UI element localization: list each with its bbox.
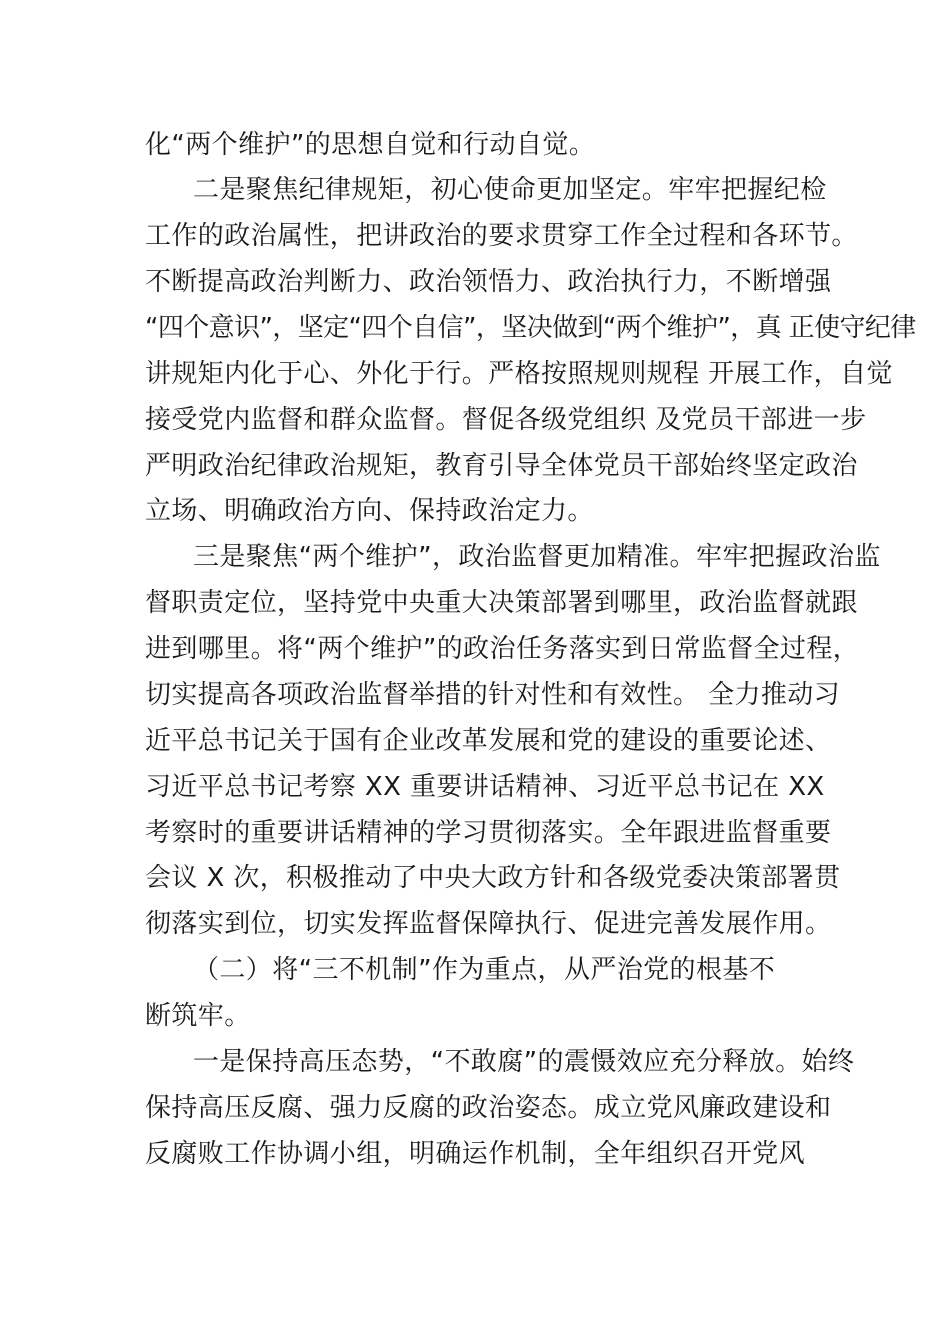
text-line: 考察时的重要讲话精神的学习贯彻落实。全年跟进监督重要 <box>145 818 832 848</box>
paragraph-first-line: 一是保持高压态势，“不敢腐”的震慑效应充分释放。始终 <box>193 1047 855 1077</box>
text-line: 工作的政治属性，把讲政治的要求贯穿工作全过程和各环节。 <box>145 221 858 251</box>
text-line: “四个意识”，坚定“四个自信”，坚决做到“两个维护”，真 正使守纪律 <box>145 313 916 343</box>
paragraph-first-line: 二是聚焦纪律规矩，初心使命更加坚定。牢牢把握纪检 <box>193 175 827 205</box>
text-line: 会议 X 次，积极推动了中央大政方针和各级党委决策部署贯 <box>145 863 841 893</box>
text-line: 反腐败工作协调小组，明确运作机制，全年组织召开党风 <box>145 1139 806 1169</box>
text-line: 立场、明确政治方向、保持政治定力。 <box>145 496 594 526</box>
section-heading-line: （二）将“三不机制”作为重点，从严治党的根基不 <box>193 955 776 985</box>
text-line: 化“两个维护”的思想自觉和行动自觉。 <box>145 130 596 160</box>
section-heading-line: 断筑牢。 <box>145 1001 251 1031</box>
text-line: 督职责定位，坚持党中央重大决策部署到哪里，政治监督就跟 <box>145 588 858 618</box>
text-line: 接受党内监督和群众监督。督促各级党组织 及党员干部进一步 <box>145 405 867 435</box>
text-line: 习近平总书记考察 XX 重要讲话精神、习近平总书记在 XX <box>145 772 825 802</box>
text-line: 保持高压反腐、强力反腐的政治姿态。成立党风廉政建设和 <box>145 1093 832 1123</box>
text-line: 近平总书记关于国有企业改革发展和党的建设的重要论述、 <box>145 726 832 756</box>
text-line: 切实提高各项政治监督举措的针对性和有效性。 全力推动习 <box>145 680 841 710</box>
text-line: 严明政治纪律政治规矩，教育引导全体党员干部始终坚定政治 <box>145 451 858 481</box>
text-line: 讲规矩内化于心、外化于行。严格按照规则规程 开展工作，自觉 <box>145 359 893 389</box>
text-line: 不断提高政治判断力、政治领悟力、政治执行力，不断增强 <box>145 267 832 297</box>
paragraph-first-line: 三是聚焦“两个维护”，政治监督更加精准。牢牢把握政治监 <box>193 542 881 572</box>
text-line: 彻落实到位，切实发挥监督保障执行、促进完善发展作用。 <box>145 909 832 939</box>
text-line: 进到哪里。将“两个维护”的政治任务落实到日常监督全过程， <box>145 634 860 664</box>
